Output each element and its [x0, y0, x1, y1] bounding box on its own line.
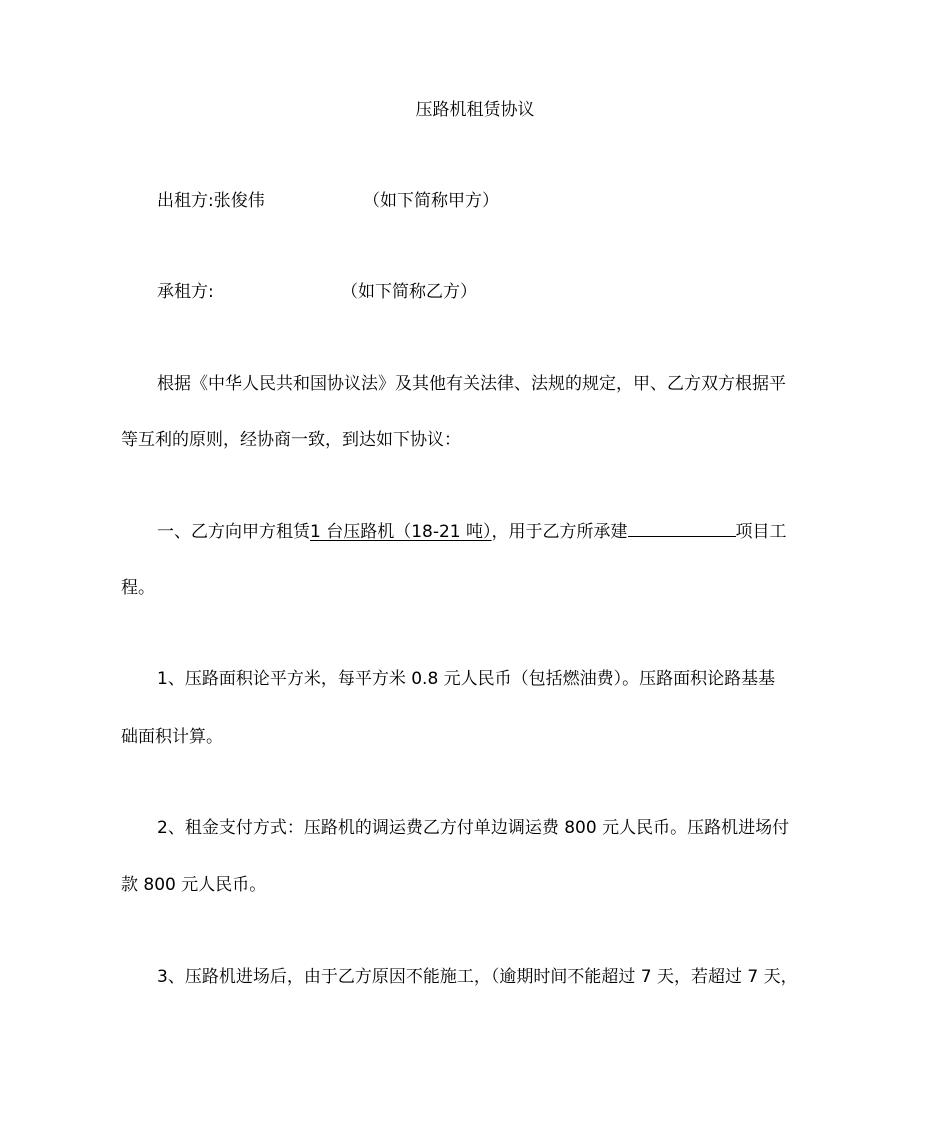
item-3-line-1-a: 3、压路机进场后，由于乙方原因不能施工，: [157, 967, 491, 987]
document-title: 压路机租赁协议: [415, 100, 535, 120]
project-name-blank: [628, 520, 736, 537]
clause-1-line-2: 程。: [121, 578, 155, 598]
lessee-label: 承租方:: [157, 282, 214, 302]
clause-1-suffix: 项目工: [735, 522, 787, 542]
clause-1-equipment: 1 台压路机（18-21 吨）: [310, 522, 492, 542]
item-1-line-1: 1、压路面积论平方米，每平方米 0.8 元人民币（包括燃油费）。压路面积论路基基: [157, 669, 776, 689]
clause-1-middle: ，用于乙方所承建: [491, 522, 628, 542]
item-1-line-2: 础面积计算。: [121, 727, 223, 747]
lessor-label: 出租方:张俊伟: [157, 191, 265, 211]
intro-paragraph-line-1: 根据《中华人民共和国协议法》及其他有关法律、法规的规定，甲、乙方双方根据平: [157, 374, 786, 394]
lessor-alias: （如下简称甲方）: [363, 191, 499, 211]
item-2-line-2: 款 800 元人民币。: [121, 875, 267, 895]
item-2-line-1: 2、租金支付方式：压路机的调运费乙方付单边调运费 800 元人民币。压路机进场付: [157, 818, 790, 838]
item-3-line-1-b: （逾期时间不能超过 7 天，若超过 7 天，: [490, 967, 798, 987]
clause-1-prefix: 一、乙方向甲方租赁: [157, 522, 310, 542]
intro-paragraph-line-2: 等互利的原则，经协商一致，到达如下协议：: [121, 430, 461, 450]
item-3-line-1: [157, 966, 798, 988]
clause-1-line-1: [157, 520, 787, 543]
lessee-alias: （如下简称乙方）: [341, 282, 477, 302]
